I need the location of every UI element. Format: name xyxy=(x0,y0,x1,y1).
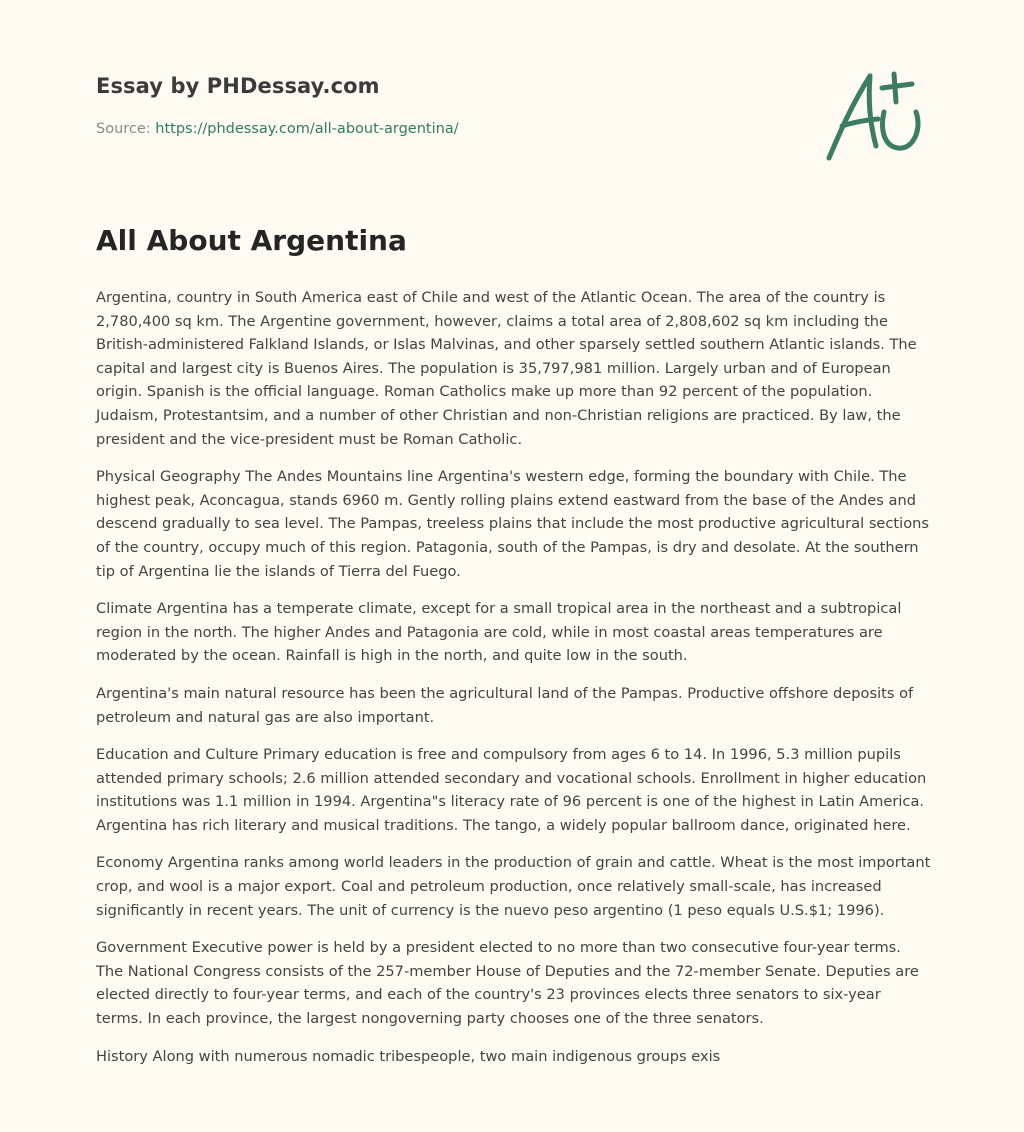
a-plus-logo-icon xyxy=(818,64,930,168)
article-title: All About Argentina xyxy=(96,224,407,257)
paragraph: Government Executive power is held by a president elected to no more than two consecutive four-year terms. The National Congress consists of the 257-member House of Deputies and the 72-member Senate. Deputies are elected directly to four-year terms, and each of the country's 23 provinces elects three senators to six-year terms. In each province, the largest nongoverning party chooses one of the three senators. xyxy=(96,939,919,1028)
source-link[interactable]: https://phdessay.com/all-about-argentina/ xyxy=(155,121,459,137)
source-line xyxy=(96,121,796,137)
paragraph: Argentina, country in South America east of Chile and west of the Atlantic Ocean. The area of the country is 2,780,400 sq km. The Argentine government, however, claims a total area of 2,808,602 sq km including the British-administered Falkland Islands, or Islas Malvinas, and other sparsely settled southern Atlantic islands. The capital and largest city is Buenos Aires. The population is 35,797,981 million. Largely urban and of European origin. Spanish is the official language. Roman Catholics make up more than 92 percent of the population. Judaism, Protestantsim, and a number of other Christian and non-Christian religions are practiced. By law, the president and the vice-president must be Roman Catholic. xyxy=(96,289,917,448)
source-label: Source: xyxy=(96,121,151,137)
paragraph: Education and Culture Primary education is free and compulsory from ages 6 to 14. In 1996, 5.3 million pupils attended primary schools; 2.6 million attended secondary and vocational schools. Enrollment in higher education institutions was 1.1 million in 1994. Argentina"s literacy rate of 96 percent is one of the highest in Latin America. Argentina has rich literary and musical traditions. The tango, a widely popular ballroom dance, originated here. xyxy=(96,746,927,834)
paragraph: Argentina's main natural resource has been the agricultural land of the Pampas. Productive offshore deposits of petroleum and natural gas are also important. xyxy=(96,684,914,726)
paragraph: History Along with numerous nomadic tribespeople, two main indigenous groups exis xyxy=(96,1047,721,1065)
paragraph: Physical Geography The Andes Mountains line Argentina's western edge, forming the boundary with Chile. The highest peak, Aconcagua, stands 6960 m. Gently rolling plains extend eastward from the base of the Andes and descend gradually to sea level. The Pampas, treeless plains that include the most productive agricultural sections of the country, occupy much of this region. Patagonia, south of the Pampas, is dry and desolate. At the southern tip of Argentina lie the islands of Tierra del Fuego. xyxy=(96,468,929,580)
paragraph: Climate Argentina has a temperate climate, except for a small tropical area in the northeast and a subtropical region in the north. The higher Andes and Patagonia are cold, while in most coastal areas temperatures are moderated by the ocean. Rainfall is high in the north, and quite low in the south. xyxy=(96,600,902,665)
paragraph: Economy Argentina ranks among world leaders in the production of grain and cattle. Wheat is the most important crop, and wool is a major export. Coal and petroleum production, once relatively small-scale, has increased significantly in recent years. The unit of currency is the nuevo peso argentino (1 peso equals U.S.$1; 1996). xyxy=(96,854,931,919)
article-body xyxy=(96,286,932,1082)
site-brand: Essay by PHDessay.com xyxy=(96,74,380,98)
page-header xyxy=(96,74,796,137)
